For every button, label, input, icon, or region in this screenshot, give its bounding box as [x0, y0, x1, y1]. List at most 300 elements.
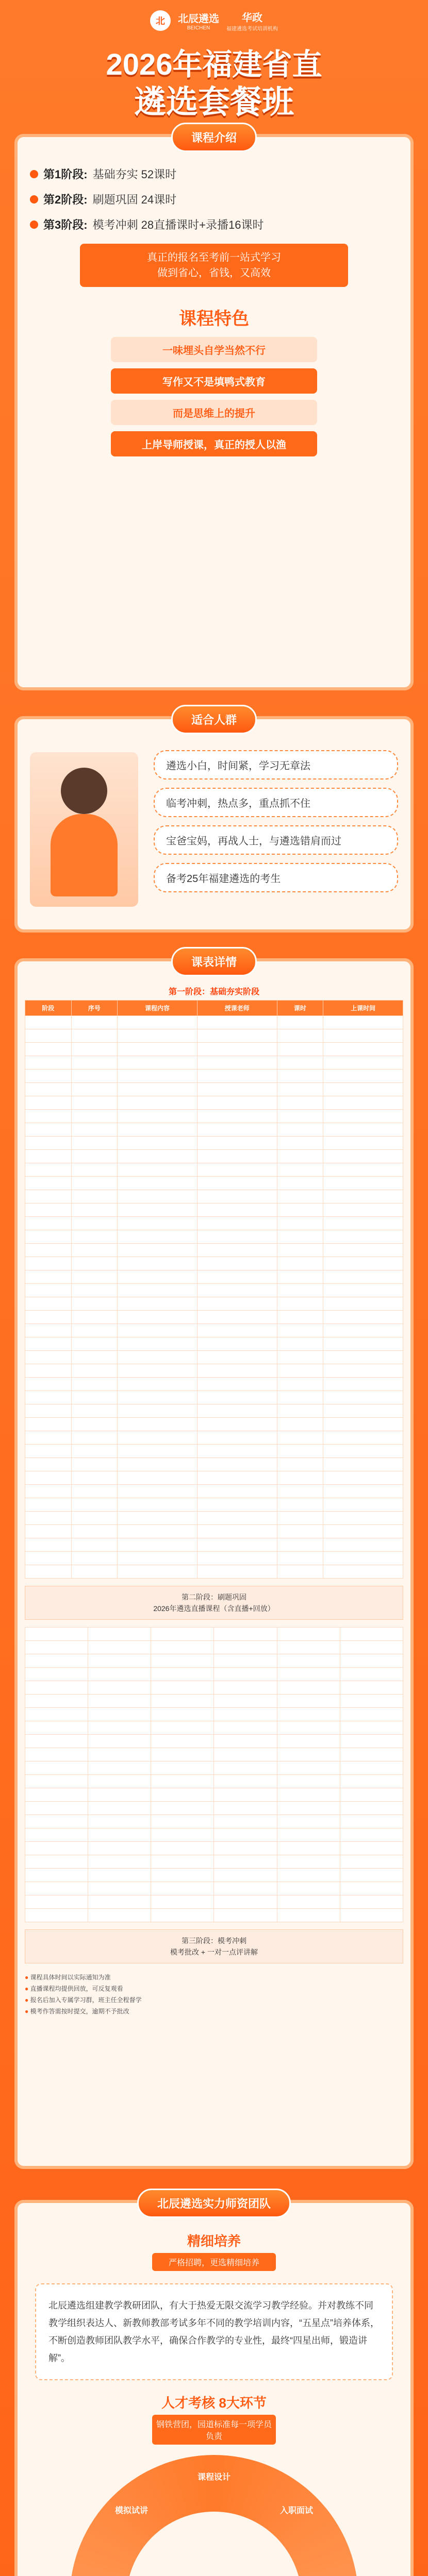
table-cell — [25, 1311, 72, 1324]
table-cell — [197, 1431, 277, 1445]
table-cell — [25, 1628, 88, 1641]
table-cell — [323, 1056, 403, 1070]
table-cell — [197, 1190, 277, 1204]
table-cell — [214, 1802, 277, 1815]
table-row — [25, 1244, 403, 1257]
table-cell — [25, 1177, 72, 1190]
table-cell — [25, 1828, 88, 1842]
table-row — [25, 1802, 403, 1815]
table-cell — [197, 1565, 277, 1579]
table-cell — [118, 1163, 197, 1177]
table-cell — [151, 1641, 214, 1654]
crowd-item: 宝爸宝妈，再战人士，与遴选错肩而过 — [154, 825, 398, 855]
table-cell — [118, 1257, 197, 1270]
banner-line2: 做到省心，省钱，又高效 — [157, 267, 271, 279]
table-cell — [71, 1204, 118, 1217]
table-cell — [277, 1512, 323, 1525]
table-cell — [277, 1016, 323, 1029]
table-cell — [277, 1230, 323, 1244]
table-cell — [277, 1775, 340, 1788]
table-cell — [323, 1137, 403, 1150]
col-header: 授课老师 — [197, 1001, 277, 1016]
table-cell — [25, 1378, 72, 1391]
table-cell — [340, 1761, 403, 1775]
table-cell — [340, 1815, 403, 1828]
table-cell — [340, 1775, 403, 1788]
table-row — [25, 1043, 403, 1056]
table-cell — [71, 1270, 118, 1284]
table-row — [25, 1788, 403, 1802]
schedule-card — [14, 958, 414, 2169]
table-row — [25, 1311, 403, 1324]
table-cell — [323, 1431, 403, 1445]
table-row — [25, 1378, 403, 1391]
table-cell — [214, 1748, 277, 1761]
table-cell — [88, 1882, 151, 1895]
table-cell — [197, 1324, 277, 1337]
table-cell — [88, 1681, 151, 1694]
schedule-head-2: 第二阶段：刷题巩固 — [182, 1593, 246, 1601]
table-cell — [323, 1391, 403, 1404]
table-cell — [118, 1056, 197, 1070]
table-cell — [25, 1337, 72, 1351]
table-cell — [25, 1471, 72, 1485]
table-row — [25, 1083, 403, 1096]
table-cell — [197, 1498, 277, 1512]
table-cell — [71, 1163, 118, 1177]
table-cell — [323, 1244, 403, 1257]
table-cell — [340, 1694, 403, 1708]
table-cell — [25, 1190, 72, 1204]
table-cell — [71, 1244, 118, 1257]
feature-item: 写作又不是填鸭式教育 — [111, 368, 317, 394]
table-cell — [323, 1552, 403, 1565]
table-row — [25, 1257, 403, 1270]
table-cell — [71, 1297, 118, 1311]
table-cell — [25, 1458, 72, 1471]
table-row — [25, 1628, 403, 1641]
table-cell — [323, 1190, 403, 1204]
table-row — [25, 1297, 403, 1311]
table-cell — [25, 1694, 88, 1708]
assessment-ring — [70, 2455, 358, 2576]
table-cell — [277, 1337, 323, 1351]
table-cell — [323, 1230, 403, 1244]
table-row — [25, 1404, 403, 1418]
table-cell — [71, 1150, 118, 1163]
table-cell — [323, 1163, 403, 1177]
table-row — [25, 1204, 403, 1217]
table-cell — [118, 1445, 197, 1458]
person-body — [51, 814, 118, 896]
table-cell — [88, 1788, 151, 1802]
team-card — [14, 2197, 414, 2576]
table-cell — [151, 1882, 214, 1895]
team-subtitle-2: 人才考核 8大环节 — [161, 2395, 267, 2411]
table-cell — [277, 1694, 340, 1708]
table-cell — [197, 1244, 277, 1257]
table-cell — [323, 1083, 403, 1096]
table-cell — [323, 1378, 403, 1391]
table-cell — [118, 1324, 197, 1337]
table-cell — [71, 1257, 118, 1270]
table-cell — [277, 1324, 323, 1337]
table-cell — [277, 1882, 340, 1895]
col-header: 上课时间 — [323, 1001, 403, 1016]
table-cell — [118, 1364, 197, 1378]
table-row — [25, 1855, 403, 1869]
table-cell — [25, 1217, 72, 1230]
table-cell — [88, 1748, 151, 1761]
table-row — [25, 1056, 403, 1070]
table-cell — [277, 1869, 340, 1882]
table-cell — [197, 1257, 277, 1270]
table-cell — [340, 1828, 403, 1842]
table-cell — [197, 1029, 277, 1043]
table-cell — [71, 1177, 118, 1190]
table-cell — [71, 1110, 118, 1123]
table-cell — [118, 1458, 197, 1471]
table-cell — [71, 1137, 118, 1150]
ring-label: 模拟试讲 — [114, 2506, 148, 2515]
table-cell — [197, 1217, 277, 1230]
table-cell — [88, 1775, 151, 1788]
bullet-icon — [30, 170, 38, 178]
table-cell — [277, 1163, 323, 1177]
table-cell — [25, 1070, 72, 1083]
table-cell — [25, 1163, 72, 1177]
course-intro-tag: 课程介绍 — [171, 123, 257, 152]
table-cell — [277, 1270, 323, 1284]
table-cell — [71, 1096, 118, 1110]
table-row — [25, 1016, 403, 1029]
table-cell — [118, 1337, 197, 1351]
table-cell — [25, 1842, 88, 1855]
table-cell — [277, 1056, 323, 1070]
table-cell — [340, 1895, 403, 1909]
table-row — [25, 1895, 403, 1909]
table-cell — [277, 1802, 340, 1815]
table-cell — [197, 1337, 277, 1351]
table-cell — [151, 1855, 214, 1869]
table-cell — [340, 1681, 403, 1694]
table-cell — [71, 1083, 118, 1096]
table-row — [25, 1694, 403, 1708]
table-cell — [118, 1043, 197, 1056]
table-cell — [25, 1043, 72, 1056]
partner-name: 华政 — [242, 12, 262, 24]
table-cell — [71, 1284, 118, 1297]
table-cell — [118, 1471, 197, 1485]
table-cell — [340, 1842, 403, 1855]
table-row — [25, 1137, 403, 1150]
table-cell — [197, 1043, 277, 1056]
table-row — [25, 1735, 403, 1748]
table-cell — [25, 1761, 88, 1775]
table-cell — [151, 1748, 214, 1761]
schedule-body-2 — [25, 1628, 403, 1922]
brand-row — [0, 9, 428, 32]
table-cell — [197, 1378, 277, 1391]
table-cell — [340, 1802, 403, 1815]
note-item: ● 模考作答需按时提交，逾期不予批改 — [25, 2006, 403, 2017]
table-row — [25, 1828, 403, 1842]
table-cell — [118, 1217, 197, 1230]
schedule-table-1 — [25, 1000, 403, 1579]
table-cell — [340, 1748, 403, 1761]
table-cell — [118, 1070, 197, 1083]
table-cell — [277, 1137, 323, 1150]
table-cell — [25, 1297, 72, 1311]
table-cell — [197, 1056, 277, 1070]
table-cell — [151, 1681, 214, 1694]
table-cell — [340, 1882, 403, 1895]
schedule-tag: 课表详情 — [171, 947, 257, 976]
table-cell — [71, 1458, 118, 1471]
table-cell — [25, 1735, 88, 1748]
table-row — [25, 1230, 403, 1244]
table-cell — [118, 1538, 197, 1552]
table-cell — [214, 1708, 277, 1721]
crowd-card — [14, 716, 414, 933]
table-cell — [151, 1802, 214, 1815]
table-cell — [88, 1895, 151, 1909]
team-bar-1: 严格招聘，更选精细培养 — [152, 2253, 276, 2271]
stage-3 — [30, 216, 398, 232]
schedule-head-1: 第一阶段：基础夯实阶段 — [168, 988, 259, 996]
table-cell — [323, 1512, 403, 1525]
table-cell — [25, 1565, 72, 1579]
table-cell — [151, 1654, 214, 1668]
table-cell — [25, 1324, 72, 1337]
table-row — [25, 1552, 403, 1565]
table-cell — [340, 1909, 403, 1922]
table-cell — [277, 1628, 340, 1641]
table-cell — [323, 1070, 403, 1083]
table-cell — [118, 1404, 197, 1418]
table-cell — [71, 1525, 118, 1538]
table-cell — [151, 1842, 214, 1855]
table-cell — [197, 1311, 277, 1324]
table-cell — [277, 1217, 323, 1230]
table-cell — [88, 1654, 151, 1668]
person-illustration — [30, 752, 138, 907]
table-cell — [277, 1150, 323, 1163]
table-cell — [71, 1391, 118, 1404]
table-cell — [277, 1096, 323, 1110]
table-cell — [323, 1498, 403, 1512]
table-cell — [277, 1404, 323, 1418]
table-cell — [71, 1431, 118, 1445]
table-cell — [323, 1404, 403, 1418]
table-cell — [277, 1641, 340, 1654]
table-cell — [277, 1761, 340, 1775]
table-cell — [118, 1512, 197, 1525]
table-cell — [25, 1270, 72, 1284]
table-cell — [118, 1498, 197, 1512]
table-cell — [277, 1681, 340, 1694]
table-cell — [25, 1895, 88, 1909]
table-cell — [323, 1016, 403, 1029]
table-cell — [197, 1485, 277, 1498]
table-cell — [71, 1552, 118, 1565]
table-cell — [118, 1029, 197, 1043]
table-row — [25, 1869, 403, 1882]
table-cell — [118, 1284, 197, 1297]
table-cell — [151, 1668, 214, 1681]
table-row — [25, 1337, 403, 1351]
course-intro-card — [14, 131, 414, 690]
table-cell — [151, 1735, 214, 1748]
feature-item: 上岸导师授课，真正的授人以渔 — [111, 431, 317, 456]
table-cell — [71, 1498, 118, 1512]
schedule-block-text: 模考批改 + 一对一点评讲解 — [170, 1948, 258, 1956]
table-cell — [214, 1668, 277, 1681]
table-cell — [277, 1083, 323, 1096]
table-cell — [118, 1177, 197, 1190]
table-cell — [214, 1721, 277, 1735]
table-cell — [151, 1788, 214, 1802]
schedule-head-3: 第三阶段：模考冲刺 — [182, 1937, 246, 1945]
table-row — [25, 1217, 403, 1230]
table-cell — [340, 1668, 403, 1681]
table-cell — [71, 1311, 118, 1324]
table-cell — [118, 1083, 197, 1096]
table-cell — [197, 1471, 277, 1485]
table-cell — [118, 1244, 197, 1257]
table-cell — [25, 1029, 72, 1043]
table-cell — [277, 1284, 323, 1297]
table-cell — [197, 1297, 277, 1311]
table-cell — [277, 1565, 323, 1579]
table-cell — [25, 1150, 72, 1163]
table-cell — [118, 1552, 197, 1565]
table-cell — [214, 1681, 277, 1694]
stage-label: 第3阶段: — [43, 218, 88, 231]
table-cell — [323, 1538, 403, 1552]
table-row — [25, 1431, 403, 1445]
table-cell — [25, 1257, 72, 1270]
table-cell — [197, 1137, 277, 1150]
table-cell — [277, 1498, 323, 1512]
partner-text — [226, 9, 278, 32]
table-row — [25, 1070, 403, 1083]
table-cell — [25, 1391, 72, 1404]
table-row — [25, 1150, 403, 1163]
table-cell — [25, 1418, 72, 1431]
table-cell — [214, 1628, 277, 1641]
table-cell — [197, 1177, 277, 1190]
table-row — [25, 1761, 403, 1775]
table-cell — [88, 1761, 151, 1775]
table-cell — [25, 1641, 88, 1654]
table-cell — [25, 1137, 72, 1150]
table-cell — [214, 1895, 277, 1909]
table-cell — [118, 1137, 197, 1150]
table-cell — [214, 1855, 277, 1869]
table-cell — [277, 1788, 340, 1802]
table-cell — [88, 1869, 151, 1882]
table-row — [25, 1498, 403, 1512]
table-cell — [88, 1842, 151, 1855]
note-item: ● 报名后加入专属学习群，班主任全程督学 — [25, 1994, 403, 2006]
table-cell — [71, 1056, 118, 1070]
table-cell — [214, 1788, 277, 1802]
table-cell — [214, 1654, 277, 1668]
table-cell — [88, 1628, 151, 1641]
table-cell — [277, 1815, 340, 1828]
table-cell — [118, 1565, 197, 1579]
table-cell — [197, 1083, 277, 1096]
table-cell — [71, 1471, 118, 1485]
table-cell — [214, 1761, 277, 1775]
table-row — [25, 1525, 403, 1538]
table-cell — [118, 1311, 197, 1324]
table-cell — [277, 1378, 323, 1391]
table-cell — [25, 1909, 88, 1922]
table-row — [25, 1668, 403, 1681]
schedule-block-text: 2026年遴选直播课程（含直播+回放） — [153, 1604, 275, 1613]
table-cell — [25, 1016, 72, 1029]
table-cell — [277, 1070, 323, 1083]
table-row — [25, 1485, 403, 1498]
table-row — [25, 1748, 403, 1761]
table-cell — [197, 1270, 277, 1284]
schedule-body-1 — [25, 1016, 403, 1579]
table-cell — [151, 1815, 214, 1828]
table-cell — [340, 1721, 403, 1735]
table-cell — [277, 1855, 340, 1869]
team-subtitle-1: 精细培养 — [187, 2233, 241, 2249]
table-cell — [25, 1110, 72, 1123]
banner-line1: 真正的报名至考前一站式学习 — [147, 252, 281, 263]
table-cell — [197, 1096, 277, 1110]
table-cell — [71, 1378, 118, 1391]
table-cell — [151, 1775, 214, 1788]
table-cell — [277, 1418, 323, 1431]
table-cell — [323, 1297, 403, 1311]
table-cell — [323, 1123, 403, 1137]
table-cell — [118, 1485, 197, 1498]
table-cell — [323, 1270, 403, 1284]
ring-label: 入职面试 — [279, 2506, 313, 2515]
table-cell — [25, 1525, 72, 1538]
table-cell — [197, 1284, 277, 1297]
table-cell — [25, 1855, 88, 1869]
table-cell — [88, 1802, 151, 1815]
table-cell — [88, 1828, 151, 1842]
table-cell — [277, 1391, 323, 1404]
table-cell — [340, 1869, 403, 1882]
col-header: 课程内容 — [118, 1001, 197, 1016]
table-cell — [71, 1364, 118, 1378]
table-cell — [25, 1284, 72, 1297]
table-cell — [25, 1882, 88, 1895]
table-cell — [323, 1445, 403, 1458]
table-cell — [88, 1855, 151, 1869]
table-cell — [323, 1337, 403, 1351]
table-cell — [71, 1445, 118, 1458]
table-row — [25, 1096, 403, 1110]
table-cell — [25, 1096, 72, 1110]
table-cell — [197, 1150, 277, 1163]
table-cell — [277, 1735, 340, 1748]
crowd-tag: 适合人群 — [171, 705, 257, 734]
table-cell — [277, 1471, 323, 1485]
table-cell — [71, 1217, 118, 1230]
brand-name: 北辰遴选 — [178, 13, 219, 25]
stage-label: 第2阶段: — [43, 193, 88, 206]
